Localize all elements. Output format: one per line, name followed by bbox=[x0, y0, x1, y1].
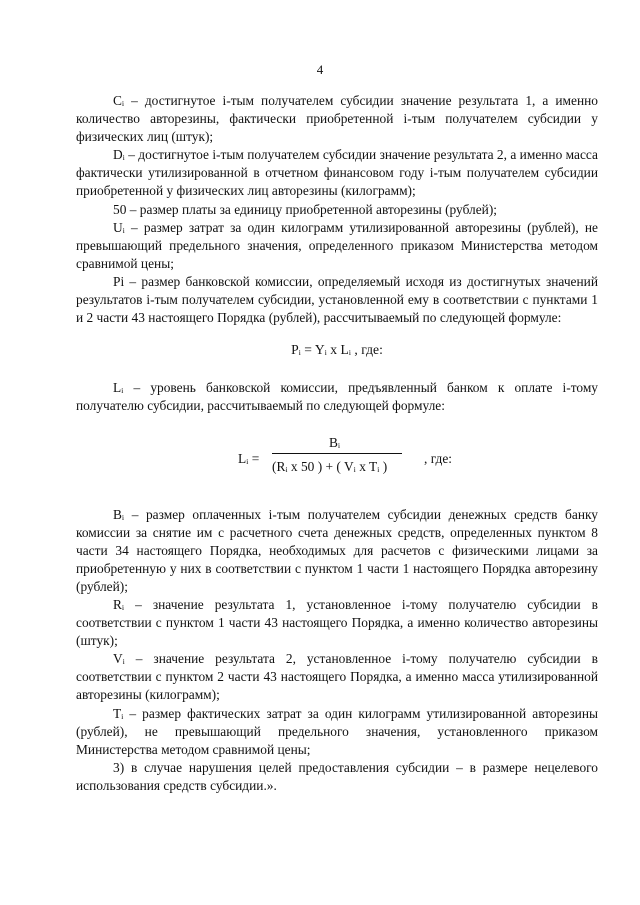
fraction-bar bbox=[272, 453, 402, 454]
paragraph-c-definition: Cᵢ – достигнутое i-тым получателем субсидии значение результата 1, а именно количество авторезины, фактически приобретенной i-тым получателем субсидии у физических лиц (штук); bbox=[76, 93, 598, 145]
formula-l-tail: , где: bbox=[424, 450, 452, 466]
document-body bbox=[76, 92, 598, 795]
formula-l-lhs: Lᵢ = bbox=[238, 450, 260, 466]
paragraph-b-definition: Bᵢ – размер оплаченных i-тым получателем субсидии денежных средств банку комиссии за снятие им с расчетного счета денежных средств, определенных пунктом 8 части 34 настоящего Порядка, необходимых для расчетов с физическими лицами за приобретенную у них в соответствии с пунктом 1 части 1 настоящего Порядка авторезину (рублей); bbox=[76, 506, 598, 594]
paragraph-u-definition: Uᵢ – размер затрат за один килограмм утилизированной авторезины (рублей), не превышающий предельного значения, определенного приказом Министерства методом сравнимой цены; bbox=[76, 219, 598, 271]
paragraph-fee-50: 50 – размер платы за единицу приобретенной авторезины (рублей); bbox=[113, 201, 498, 217]
paragraph-d-definition: Dᵢ – достигнутое i-тым получателем субсидии значение результата 2, а именно масса фактически утилизированной в отчетном финансовом году i-тым получателем субсидии приобретенной у физических лиц авторезины (килограмм); bbox=[76, 147, 598, 199]
paragraph-v-definition: Vᵢ – значение результата 2, установленное i-тому получателю субсидии в соответствии с пунктом 2 части 43 настоящего Порядка, а именно масса утилизированной авторезины (килограмм); bbox=[76, 651, 598, 703]
paragraph-l-definition: Lᵢ – уровень банковской комиссии, предъявленный банком к оплате i-тому получателю субсидии, рассчитываемый по следующей формуле: bbox=[76, 380, 598, 414]
formula-l-numerator: Bᵢ bbox=[329, 434, 341, 450]
formula-l bbox=[76, 428, 598, 490]
formula-p: Pᵢ = Yᵢ x Lᵢ , где: bbox=[291, 342, 383, 358]
formula-l-denominator: (Rᵢ x 50 ) + ( Vᵢ x Tᵢ ) bbox=[272, 458, 388, 474]
page-number: 4 bbox=[316, 62, 324, 77]
paragraph-r-definition: Rᵢ – значение результата 1, установленное i-тому получателю субсидии в соответствии с пунктом 1 части 43 настоящего Порядка, а именно количество авторезины (штук); bbox=[76, 596, 598, 649]
paragraph-p-definition: Pi – размер банковской комиссии, определяемый исходя из достигнутых значений результатов i-тым получателем субсидии, установленной ему в соответствии с пунктами 1 и 2 части 43 настоящего Порядка (рублей), рассчитываемый по следующей формуле: bbox=[76, 273, 598, 326]
paragraph-item-3: 3) в случае нарушения целей предоставления субсидии – в размере нецелевого использования средств субсидии.». bbox=[76, 759, 598, 793]
paragraph-t-definition: Tᵢ – размер фактических затрат за один килограмм утилизированной авторезины (рублей), не превышающий предельного значения, установленного приказом Министерства методом сравнимой цены; bbox=[76, 705, 598, 757]
